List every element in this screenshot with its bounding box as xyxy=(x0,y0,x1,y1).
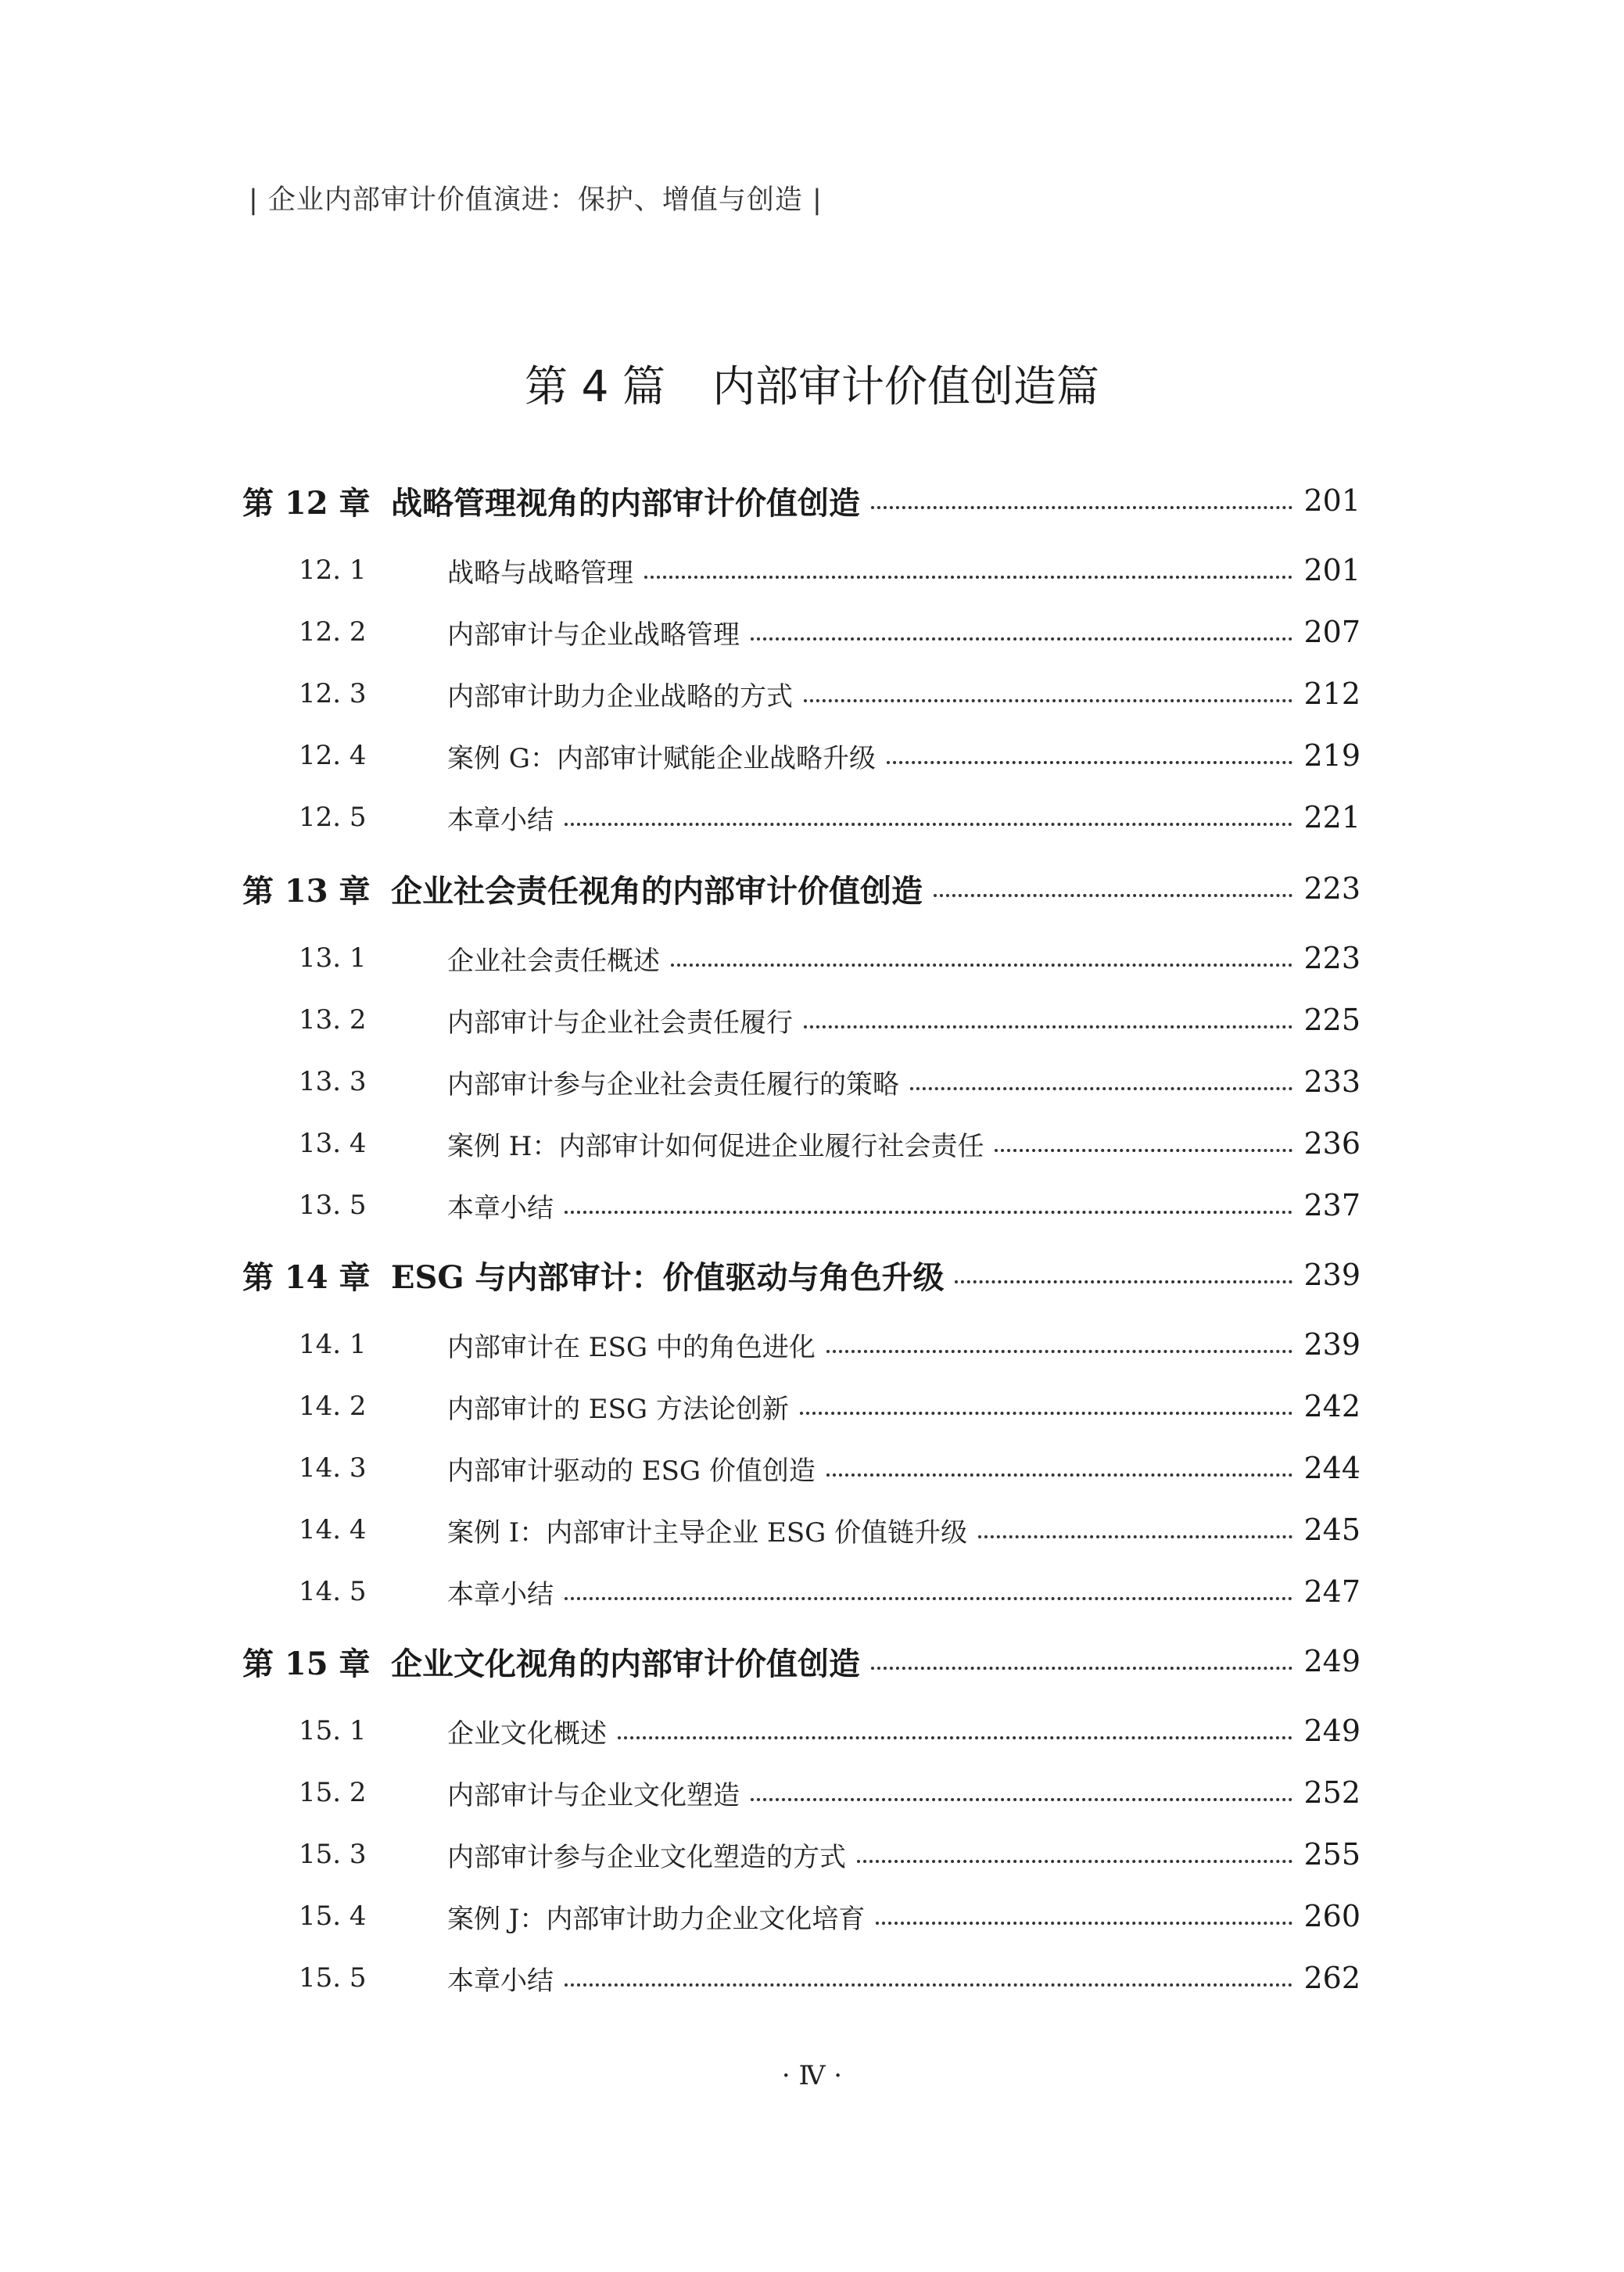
chapter-title: 企业社会责任视角的内部审计价值创造 xyxy=(391,872,923,910)
page-ref: 252 xyxy=(1303,1775,1361,1810)
section-number: 13. 3 xyxy=(299,1066,367,1097)
section-title: 内部审计参与企业文化塑造的方式 xyxy=(447,1841,846,1873)
section-number: 12. 1 xyxy=(299,555,367,586)
toc-section-row xyxy=(242,935,1361,982)
page-number: · Ⅳ · xyxy=(781,2060,843,2091)
dot-leader xyxy=(995,1146,1292,1152)
dot-leader xyxy=(934,891,1292,897)
section-title: 内部审计在 ESG 中的角色进化 xyxy=(447,1331,816,1363)
dot-leader xyxy=(565,820,1292,826)
toc-section-row xyxy=(242,1769,1361,1816)
section-title: 内部审计驱动的 ESG 价值创造 xyxy=(447,1455,816,1487)
section-number: 13. 1 xyxy=(299,942,367,974)
section-title: 案例 H：内部审计如何促进企业履行社会责任 xyxy=(447,1130,984,1162)
page-ref: 247 xyxy=(1303,1574,1361,1609)
section-title: 案例 G：内部审计赋能企业战略升级 xyxy=(447,742,876,774)
dot-leader xyxy=(955,1277,1292,1283)
dot-leader xyxy=(644,572,1292,579)
part-name: 内部审计价值创造篇 xyxy=(712,361,1099,411)
section-number: 12. 3 xyxy=(299,678,367,709)
page-ref: 207 xyxy=(1303,615,1361,649)
section-title: 企业社会责任概述 xyxy=(447,945,660,977)
toc-chapter-row xyxy=(242,1638,1361,1685)
toc-section-row xyxy=(242,1445,1361,1491)
section-title: 内部审计与企业战略管理 xyxy=(447,619,740,651)
dot-leader xyxy=(751,1795,1292,1801)
chapter-number: 第 15 章 xyxy=(242,1645,371,1682)
dot-leader xyxy=(565,1594,1292,1600)
page-ref: 221 xyxy=(1303,800,1361,835)
toc-chapter-row xyxy=(242,1251,1361,1298)
section-number: 14. 4 xyxy=(299,1514,367,1545)
dot-leader xyxy=(978,1532,1292,1538)
section-number: 12. 5 xyxy=(299,802,367,833)
toc-chapter-row xyxy=(242,865,1361,912)
toc-section-row xyxy=(242,1954,1361,2001)
section-title: 内部审计助力企业战略的方式 xyxy=(447,680,793,712)
page-ref: 212 xyxy=(1303,677,1361,711)
section-number: 15. 4 xyxy=(299,1901,367,1932)
chapter-title: ESG 与内部审计：价值驱动与角色升级 xyxy=(391,1258,945,1296)
section-title: 内部审计与企业文化塑造 xyxy=(447,1779,740,1811)
page-ref: 239 xyxy=(1303,1327,1361,1362)
toc-section-row xyxy=(242,1383,1361,1430)
running-header: | 企业内部审计价值演进：保护、增值与创造 | xyxy=(249,185,823,216)
dot-leader xyxy=(910,1084,1292,1090)
page-ref: 262 xyxy=(1303,1961,1361,1995)
section-number: 13. 5 xyxy=(299,1190,367,1221)
section-number: 15. 5 xyxy=(299,1962,367,1994)
toc-section-row xyxy=(242,1182,1361,1229)
section-title: 本章小结 xyxy=(447,1578,554,1610)
page-ref: 242 xyxy=(1303,1389,1361,1423)
section-number: 15. 1 xyxy=(299,1715,367,1746)
toc-section-row xyxy=(242,794,1361,841)
dot-leader xyxy=(804,696,1292,702)
section-number: 13. 2 xyxy=(299,1004,367,1036)
dot-leader xyxy=(826,1347,1293,1353)
toc-section-row xyxy=(242,547,1361,594)
page-ref: 255 xyxy=(1303,1837,1361,1872)
page-ref: 244 xyxy=(1303,1451,1361,1485)
toc-section-row xyxy=(242,1568,1361,1615)
section-number: 12. 4 xyxy=(299,740,367,771)
page-ref: 201 xyxy=(1303,553,1361,587)
section-number: 15. 2 xyxy=(299,1777,367,1808)
page-ref: 201 xyxy=(1303,483,1361,518)
toc-section-row xyxy=(242,1120,1361,1167)
section-title: 内部审计与企业社会责任履行 xyxy=(447,1007,793,1039)
toc-section-row xyxy=(242,1058,1361,1105)
chapter-title: 战略管理视角的内部审计价值创造 xyxy=(391,484,860,522)
toc-section-row xyxy=(242,1893,1361,1940)
toc-section-row xyxy=(242,732,1361,779)
section-title: 战略与战略管理 xyxy=(447,557,633,589)
chapter-number: 第 13 章 xyxy=(242,872,371,910)
page-ref: 236 xyxy=(1303,1126,1361,1161)
section-number: 14. 3 xyxy=(299,1452,367,1484)
section-title: 内部审计参与企业社会责任履行的策略 xyxy=(447,1068,899,1100)
section-title: 内部审计的 ESG 方法论创新 xyxy=(447,1393,789,1425)
section-number: 15. 3 xyxy=(299,1839,367,1870)
chapter-title: 企业文化视角的内部审计价值创造 xyxy=(391,1645,860,1682)
section-title: 企业文化概述 xyxy=(447,1717,607,1750)
dot-leader xyxy=(751,634,1292,641)
section-title: 本章小结 xyxy=(447,1965,554,1997)
toc-section-row xyxy=(242,670,1361,717)
dot-leader xyxy=(857,1857,1292,1863)
toc-section-row xyxy=(242,1321,1361,1368)
dot-leader xyxy=(804,1022,1292,1028)
section-number: 13. 4 xyxy=(299,1128,367,1159)
toc-section-row xyxy=(242,1831,1361,1878)
section-title: 案例 J：内部审计助力企业文化培育 xyxy=(447,1903,866,1935)
page-ref: 233 xyxy=(1303,1064,1361,1099)
dot-leader xyxy=(671,960,1292,967)
chapter-number: 第 14 章 xyxy=(242,1258,371,1296)
section-number: 12. 2 xyxy=(299,616,367,648)
page-ref: 260 xyxy=(1303,1899,1361,1933)
page-ref: 245 xyxy=(1303,1513,1361,1547)
page-ref: 249 xyxy=(1303,1644,1361,1678)
toc-section-row xyxy=(242,996,1361,1043)
dot-leader xyxy=(826,1470,1293,1477)
toc-section-row xyxy=(242,608,1361,655)
section-title: 本章小结 xyxy=(447,804,554,836)
page-ref: 223 xyxy=(1303,871,1361,906)
dot-leader xyxy=(871,503,1292,509)
dot-leader xyxy=(871,1664,1292,1670)
page-ref: 249 xyxy=(1303,1714,1361,1748)
dot-leader xyxy=(887,758,1293,764)
part-label: 第 4 篇 xyxy=(525,361,665,411)
section-title: 案例 I：内部审计主导企业 ESG 价值链升级 xyxy=(447,1516,968,1549)
page-ref: 239 xyxy=(1303,1258,1361,1292)
chapter-number: 第 12 章 xyxy=(242,484,371,522)
section-title: 本章小结 xyxy=(447,1192,554,1224)
dot-leader xyxy=(876,1918,1292,1925)
toc-section-row xyxy=(242,1707,1361,1754)
page-ref: 237 xyxy=(1303,1188,1361,1222)
section-number: 14. 2 xyxy=(299,1391,367,1422)
dot-leader xyxy=(800,1409,1293,1415)
section-number: 14. 1 xyxy=(299,1329,367,1360)
toc-chapter-row xyxy=(242,477,1361,524)
dot-leader xyxy=(565,1208,1292,1214)
dot-leader xyxy=(618,1733,1292,1739)
page-ref: 219 xyxy=(1303,738,1361,773)
section-number: 14. 5 xyxy=(299,1576,367,1607)
part-title xyxy=(0,352,1624,414)
dot-leader xyxy=(565,1980,1292,1987)
toc-section-row xyxy=(242,1506,1361,1553)
page-ref: 223 xyxy=(1303,941,1361,975)
page-ref: 225 xyxy=(1303,1003,1361,1037)
